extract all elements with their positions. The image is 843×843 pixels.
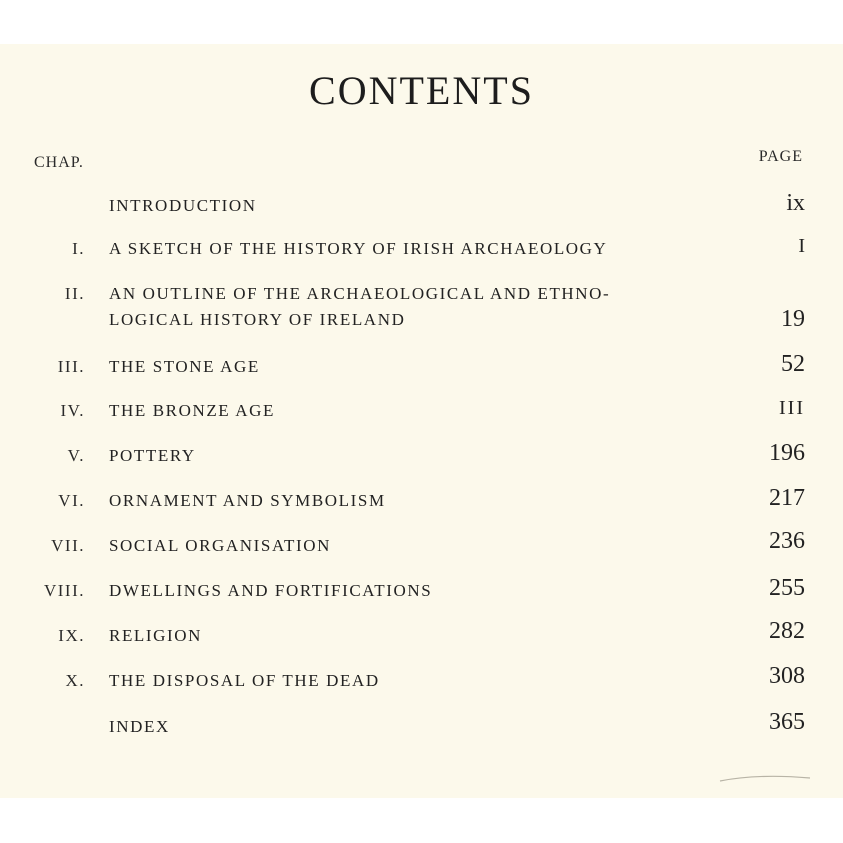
chapter-number: I. — [72, 239, 85, 258]
toc-entry — [0, 528, 843, 566]
page-number: 236 — [769, 528, 805, 554]
chapter-number: VII. — [51, 536, 85, 555]
chapter-number: II. — [64, 284, 85, 303]
page-number: 282 — [769, 618, 805, 644]
chapter-title-continuation: LOGICAL HISTORY OF IRELAND — [109, 310, 406, 329]
toc-entry — [0, 485, 843, 521]
chapter-number: X. — [65, 671, 85, 690]
toc-entry — [0, 235, 843, 269]
chapter-number: V. — [67, 446, 85, 465]
toc-entry — [0, 440, 843, 476]
chapter-title: AN OUTLINE OF THE ARCHAEOLOGICAL AND ETHNO- — [109, 284, 611, 303]
page-number: 19 — [781, 306, 805, 332]
book-page — [0, 44, 843, 798]
chapter-title: THE BRONZE AGE — [109, 401, 275, 420]
page-number: III — [779, 397, 805, 419]
chapter-number: III. — [57, 357, 85, 376]
page-number: ix — [786, 190, 805, 216]
chapter-title: SOCIAL ORGANISATION — [109, 536, 331, 555]
page-number: 255 — [769, 575, 805, 601]
page-number: 196 — [769, 440, 805, 466]
page-number: 52 — [781, 351, 805, 377]
toc-entry — [0, 351, 843, 387]
page-number: I — [798, 235, 805, 257]
page-number: 217 — [769, 485, 805, 511]
chapter-title: INDEX — [109, 717, 170, 736]
chapter-number: IX. — [58, 626, 85, 645]
toc-entry — [0, 284, 843, 340]
paper-mark — [715, 772, 815, 786]
toc-entry — [0, 190, 843, 226]
page-number: 308 — [769, 663, 805, 689]
page-number: 365 — [769, 709, 805, 735]
chapter-title: THE STONE AGE — [109, 357, 260, 376]
chapter-title: POTTERY — [109, 446, 196, 465]
chapter-title: A SKETCH OF THE HISTORY OF IRISH ARCHAEOLOGY — [109, 239, 608, 258]
chapter-title: RELIGION — [109, 626, 203, 645]
chapter-title: DWELLINGS AND FORTIFICATIONS — [109, 581, 433, 600]
chapter-number: VIII. — [43, 581, 85, 600]
page-title: CONTENTS — [309, 68, 534, 113]
toc-entry — [0, 663, 843, 701]
chapter-title: ORNAMENT AND SYMBOLISM — [109, 491, 386, 510]
chapter-number: VI. — [58, 491, 85, 510]
chapter-title: THE DISPOSAL OF THE DEAD — [109, 671, 380, 690]
chapter-number: IV. — [60, 401, 85, 420]
toc-entry — [0, 575, 843, 611]
page-column-header: PAGE — [758, 148, 803, 165]
toc-entry — [0, 709, 843, 747]
toc-entry — [0, 618, 843, 656]
chapter-title: INTRODUCTION — [109, 196, 257, 215]
toc-entry — [0, 397, 843, 431]
chapter-column-header: CHAP. — [34, 154, 84, 171]
